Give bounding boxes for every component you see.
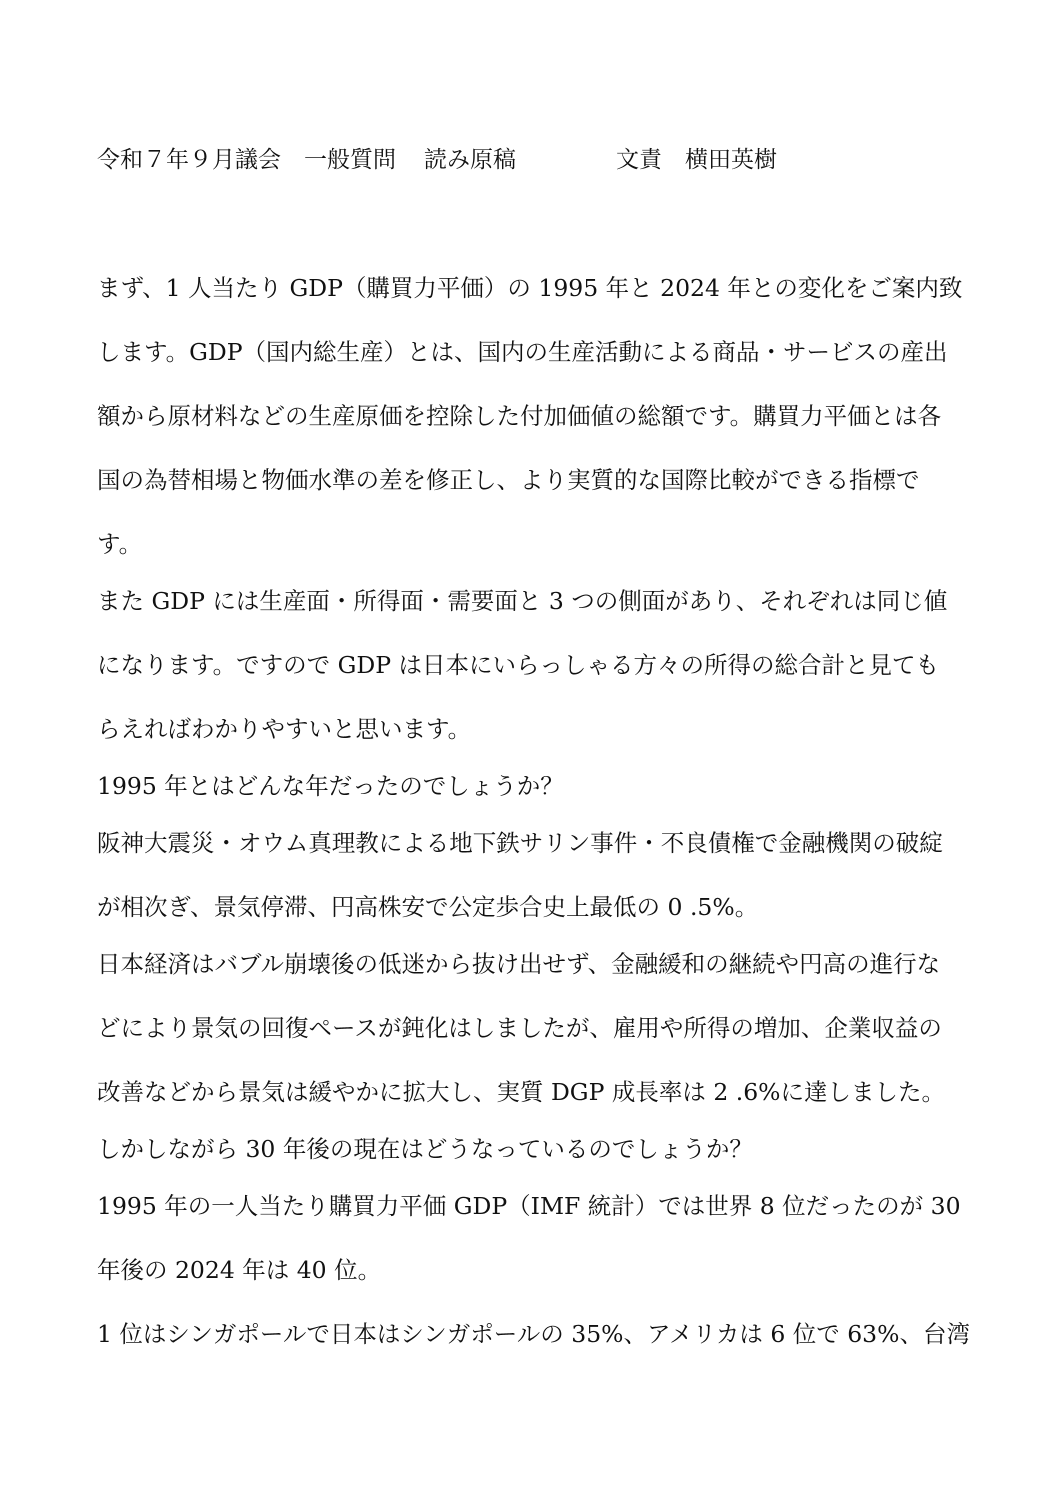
text-line: 日本経済はバブル崩壊後の低迷から抜け出せず、金融緩和の継続や円高の進行な (97, 950, 941, 978)
text-line: 1 位はシンガポールで日本はシンガポールの 35%、アメリカは 6 位で 63%、台湾 (97, 1320, 970, 1348)
text-line: 国の為替相場と物価水準の差を修正し、より実質的な国際比較ができる指標で (97, 466, 920, 494)
text-line: になります。ですので GDP は日本にいらっしゃる方々の所得の総合計と見ても (97, 651, 939, 679)
header-doc-type: 読み原稿 (424, 147, 516, 173)
text-line: が相次ぎ、景気停滞、円高株安で公定歩合史上最低の 0 .5%。 (97, 893, 759, 921)
body-text (97, 268, 1007, 1378)
header-author: 文責 横田英樹 (616, 147, 777, 173)
document-header (97, 140, 997, 180)
text-line: 1995 年の一人当たり購買力平価 GDP（IMF 統計）では世界 8 位だったのが 30 (97, 1192, 961, 1220)
text-line: しかしながら 30 年後の現在はどうなっているのでしょうか？ (97, 1135, 753, 1163)
text-line: 1995 年とはどんな年だったのでしょうか？ (97, 772, 564, 800)
text-line: します。GDP（国内総生産）とは、国内の生産活動による商品・サービスの産出 (97, 338, 948, 366)
text-line: 額から原材料などの生産原価を控除した付加価値の総額です。購買力平価とは各 (97, 402, 942, 430)
text-line: 年後の 2024 年は 40 位。 (97, 1256, 382, 1284)
text-line: 改善などから景気は緩やかに拡大し、実質 DGP 成長率は 2 .6%に達しました。 (97, 1078, 946, 1106)
text-line: また GDP には生産面・所得面・需要面と 3 つの側面があり、それぞれは同じ値 (97, 587, 948, 615)
text-line: どにより景気の回復ペースが鈍化はしましたが、雇用や所得の増加、企業収益の (97, 1014, 942, 1042)
header-title: 令和７年９月議会 一般質問 (97, 147, 396, 173)
text-line: 阪神大震災・オウム真理教による地下鉄サリン事件・不良債権で金融機関の破綻 (97, 829, 943, 857)
text-line: まず、1 人当たり GDP（購買力平価）の 1995 年と 2024 年との変化をご案内致 (97, 274, 963, 302)
text-line: す。 (97, 530, 143, 558)
text-line: らえればわかりやすいと思います。 (97, 715, 472, 743)
